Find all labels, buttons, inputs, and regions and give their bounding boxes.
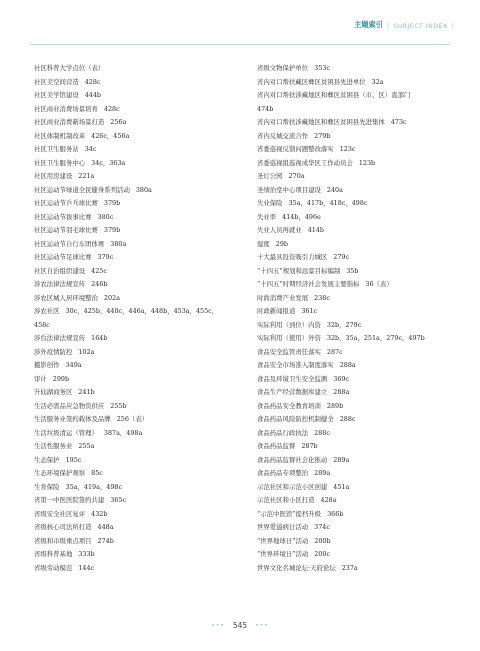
index-entry (34, 76, 234, 90)
index-term: 458c (34, 320, 50, 329)
index-page-ref: 288c (314, 428, 330, 437)
index-term: 失业人员再就业 (257, 226, 302, 234)
footer-dots-right: ••• (255, 621, 269, 629)
index-column-left (34, 62, 234, 575)
index-term: 省级核心司法所打造 (34, 523, 92, 531)
header-separator: | (386, 22, 390, 30)
index-term: 省级安全社区复评 (34, 509, 86, 518)
index-page-ref: 387a，498a (103, 428, 143, 437)
index-page-ref: 123c (339, 145, 356, 153)
index-entry (257, 386, 457, 400)
index-entry (34, 211, 234, 225)
index-page-ref: 32b，35a，251a，279c，497b (326, 334, 425, 342)
index-entry (257, 305, 457, 319)
page-header (354, 0, 458, 30)
index-page-ref: 36（表） (365, 280, 393, 288)
index-term: 圣灯公园 (257, 172, 283, 180)
index-term: 省内对口帮扶藏区彝区贫困县先进单位 (257, 77, 366, 86)
index-term: 社区卫生服务站 (34, 145, 79, 153)
index-entry (34, 359, 234, 373)
index-page-ref: 200c (314, 550, 331, 558)
index-page-ref: 432b (91, 509, 108, 518)
index-page-ref: 246b (91, 280, 108, 288)
index-entry (34, 413, 234, 427)
index-page-ref: 444b (84, 91, 102, 99)
index-term: 生活垃圾清运（管理） (34, 428, 98, 437)
index-entry (257, 494, 457, 508)
index-term: 食品安全监管责任落实 (257, 347, 321, 356)
index-page-ref: 256a (110, 118, 127, 126)
index-entry (257, 400, 457, 414)
index-entry (34, 170, 234, 184)
index-page-ref: 380c (97, 212, 114, 221)
index-page-ref: 374c (314, 523, 330, 531)
index-term: 食品及环境卫生安全监测 (257, 374, 328, 383)
index-page-ref: 32b，279c (326, 320, 362, 329)
index-term: 省级和市级重点项目 (34, 536, 92, 545)
index-page-ref: 299b (52, 374, 70, 383)
index-term: 审计 (34, 374, 47, 383)
index-page-ref: 287b (301, 442, 318, 450)
index-term: 实际利用（到位）内资 (257, 320, 321, 329)
index-page-ref: 202a (103, 293, 120, 302)
index-page-ref: 85c (91, 469, 103, 477)
index-term: 食品药品风险防控机制健全 (257, 415, 334, 423)
index-page-ref: 200b (314, 536, 331, 545)
index-term: “十四五”规划和远景目标编制 (257, 266, 341, 275)
index-page-ref: 30c，425b，440c，446a，448b，453a，455c， (65, 307, 219, 315)
index-term: 社区美空间营造 (34, 77, 79, 86)
index-term: 世界文化名城论坛·天府论坛 (257, 563, 336, 572)
index-term: 湿度 (257, 239, 270, 248)
index-term: 社区运动节羽毛球比赛 (34, 226, 98, 234)
index-term: 世界爱滋病日活动 (257, 523, 309, 531)
index-term: 食品药品专项整治 (257, 469, 309, 477)
index-term: 省内对口帮扶涉藏地区和彝区贫困县先进集体 (257, 118, 385, 126)
index-entry (34, 508, 234, 522)
index-page-ref: 428c (84, 77, 101, 86)
index-term: 失业率 (257, 212, 277, 221)
index-entry (257, 508, 457, 522)
index-term: 省第一中医医院签约共建 (34, 496, 105, 504)
index-entry (34, 400, 234, 414)
index-page-ref: 195c (65, 455, 82, 464)
index-page-ref: 274b (97, 536, 114, 545)
index-entry (34, 89, 234, 103)
index-page-ref: 366b (327, 509, 344, 518)
index-entry (34, 346, 234, 360)
index-page-ref: 353c (314, 64, 330, 72)
index-page-ref: 288a (333, 388, 350, 396)
index-entry (257, 548, 457, 562)
header-subtitle: SUBJECT INDEX (393, 23, 448, 30)
index-entry (257, 427, 457, 441)
index-entry (34, 481, 234, 495)
index-page-ref: 289a (333, 455, 350, 464)
index-term: 食品药品监督 (257, 442, 296, 450)
index-page-ref: 414b (307, 226, 325, 234)
index-page-ref: 35b (346, 266, 359, 275)
index-entry (257, 157, 457, 171)
index-term: “世界地球日”活动 (257, 536, 309, 545)
index-term: 十大最具投资吸引力城区 (257, 253, 328, 261)
index-entry (257, 211, 457, 225)
index-page-ref: 380a (110, 239, 127, 248)
index-entry (34, 494, 234, 508)
index-entry (257, 170, 457, 184)
index-entry (257, 373, 457, 387)
index-term: “世界环境日”活动 (257, 550, 309, 558)
index-term: 食品药品安全教育培训 (257, 401, 321, 410)
index-page-ref: 287c (326, 347, 343, 356)
index-entry (34, 265, 234, 279)
page-footer (0, 618, 480, 632)
index-page-ref: 379c (97, 253, 114, 261)
index-entry (257, 319, 457, 333)
index-page-ref: 349a (65, 361, 82, 369)
index-entry (34, 427, 234, 441)
index-page-ref: 164b (91, 334, 108, 342)
index-term: 社区运动节足球比赛 (34, 253, 92, 261)
index-column-right (257, 62, 457, 575)
index-page-ref: 426c，456a (91, 131, 130, 140)
index-page-ref: 428c (103, 104, 120, 113)
index-term: 圣绩治堂中心项目建设 (257, 185, 321, 194)
index-term: 食品药品行政执法 (257, 428, 309, 437)
index-term: 社区商业消费场景培育 (34, 104, 98, 113)
index-entry (34, 157, 234, 171)
index-term: 省级科普基地 (34, 550, 73, 558)
index-term: 社区科普大学点位（表） (34, 64, 105, 72)
index-term: 涉台法律法规宣传 (34, 334, 86, 342)
index-page-ref: 102a (78, 347, 95, 356)
index-page-ref: 379b (103, 226, 121, 234)
index-term: 社区用房建设 (34, 172, 73, 180)
index-term: 省委巡视组巡视成华区工作动员会 (257, 158, 353, 167)
index-term: 失业保险 (257, 199, 283, 207)
index-entry (34, 386, 234, 400)
index-entry (34, 548, 234, 562)
index-page-ref: 288a (339, 361, 356, 369)
index-entry-continuation (34, 319, 234, 333)
index-term: 474b (257, 104, 274, 113)
index-term: 社区体制机制改革 (34, 131, 86, 140)
index-page-ref: 333b (78, 550, 95, 558)
index-term: 食品药品监督社会化推动 (257, 455, 328, 464)
index-term: 生态保护 (34, 455, 60, 464)
index-entry (257, 535, 457, 549)
index-entry (257, 346, 457, 360)
index-term: 社区卫生服务中心 (34, 158, 86, 167)
index-entry (257, 440, 457, 454)
index-term: 生活必需品应急物资供应 (34, 401, 105, 410)
index-entry (257, 562, 457, 576)
index-page-ref: 240a (326, 185, 343, 194)
index-page-ref: 365c (110, 496, 127, 504)
index-term: 涉农社区 (34, 307, 60, 315)
index-page-ref: 34c，363a (91, 158, 126, 167)
index-page-ref: 451a (333, 482, 350, 491)
index-entry (257, 130, 457, 144)
index-entry (34, 521, 234, 535)
index-entry (257, 184, 457, 198)
index-term: 社区运动节乒乓球比赛 (34, 199, 98, 207)
index-entry (257, 238, 457, 252)
index-term: 社区运动节自行车团体赛 (34, 239, 105, 248)
index-term: 涉农区城人居环境整治 (34, 293, 98, 302)
index-term: 省内对口帮扶涉藏地区和彝区贫困县（市、区）直部门 (257, 91, 411, 99)
index-entry (34, 292, 234, 306)
index-page-ref: 288c (339, 415, 356, 423)
index-entry (34, 143, 234, 157)
index-term: “示范中医馆”提档升级 (257, 509, 322, 518)
index-term: 涉外疫情防控 (34, 347, 73, 356)
index-term: 省内反城交流合作 (257, 131, 309, 140)
index-page-ref: 238c (314, 293, 330, 302)
index-term: 生态环境保护观察 (34, 469, 86, 477)
index-page-ref: 241b (78, 388, 95, 396)
index-entry (34, 103, 234, 117)
index-page-ref: 255a (78, 442, 95, 450)
index-entry (257, 454, 457, 468)
index-entry (257, 197, 457, 211)
index-term: 省委巡视反馈问题整改落实 (257, 145, 334, 153)
index-page-ref: 379b (103, 199, 121, 207)
index-term: 示范社区和示范小区创建 (257, 482, 328, 491)
index-entry (34, 562, 234, 576)
index-entry (34, 62, 234, 76)
index-term: 省级劳动模范 (34, 563, 73, 572)
index-entry (257, 224, 457, 238)
index-term: 生活服务业签约载体及品牌 (34, 415, 111, 423)
index-term: 时尚消费产业发展 (257, 293, 309, 302)
index-term: 食品安全市场准入制度落实 (257, 361, 334, 369)
index-entry (34, 373, 234, 387)
index-entry (257, 278, 457, 292)
index-page-ref: 289b (326, 401, 344, 410)
index-term: 示范社区和小区打造 (257, 496, 315, 504)
index-entry (34, 332, 234, 346)
index-term: 生活性服务业 (34, 442, 73, 450)
index-page-ref: 32a (371, 77, 384, 86)
index-entry (257, 265, 457, 279)
index-term: 时政新闻报道 (257, 307, 296, 315)
index-entry (257, 467, 457, 481)
index-page-ref: 270a (288, 172, 305, 180)
index-term: 食品生产经营数据库建立 (257, 388, 328, 396)
index-entry (257, 62, 457, 76)
index-term: 涉农法律法规宣传 (34, 280, 86, 288)
index-entry (34, 238, 234, 252)
index-page-ref: 35a，419a，498c (65, 482, 123, 491)
index-entry (257, 116, 457, 130)
index-entry (257, 332, 457, 346)
index-page-ref: 361c (301, 307, 318, 315)
index-entry (257, 143, 457, 157)
index-term: “十四五”时期经济社会发展主要指标 (257, 280, 360, 288)
header-end-separator: | (451, 22, 454, 30)
index-page-ref: 289a (314, 469, 331, 477)
index-page-ref: 255b (110, 401, 127, 410)
header-rule (30, 44, 450, 45)
index-entry (34, 305, 234, 319)
index-term: 实际利用（使用）外资 (257, 334, 321, 342)
index-page-ref: 123b (358, 158, 376, 167)
index-entry (34, 535, 234, 549)
index-entry (257, 89, 457, 103)
index-entry (34, 116, 234, 130)
index-page-ref: 221a (78, 172, 95, 180)
index-page-ref: 428a (320, 496, 337, 504)
index-entry (257, 481, 457, 495)
index-page-ref: 256（表） (116, 415, 149, 423)
index-term: 社区运动节绿道全民健身系列活动 (34, 185, 130, 194)
index-term: 摄影创作 (34, 361, 60, 369)
index-page-ref: 380a (135, 185, 152, 194)
footer-dots-left: ••• (211, 621, 225, 629)
index-entry-continuation (257, 103, 457, 117)
index-term: 社区美学馆建设 (34, 91, 79, 99)
index-term: 省级文物保护单位 (257, 64, 309, 72)
index-page-ref: 34c (84, 145, 97, 153)
index-entry (257, 413, 457, 427)
index-entry (257, 251, 457, 265)
index-term: 社区商业消费新场景打造 (34, 118, 105, 126)
index-page-ref: 425c (91, 266, 107, 275)
index-page-ref: 369c (333, 374, 350, 383)
index-page-ref: 414b，496e (282, 212, 321, 221)
index-page-ref: 448a (97, 523, 114, 531)
index-page-ref: 144c (78, 563, 95, 572)
index-entry (34, 278, 234, 292)
page-number: 545 (232, 620, 248, 630)
index-entry (257, 521, 457, 535)
index-page-ref: 279c (333, 253, 350, 261)
index-entry (34, 224, 234, 238)
index-entry (34, 454, 234, 468)
index-term: 社区自治组织建设 (34, 266, 86, 275)
index-entry (34, 197, 234, 211)
index-entry (34, 467, 234, 481)
index-entry (257, 292, 457, 306)
index-entry (34, 130, 234, 144)
index-entry (257, 76, 457, 90)
index-page-ref: 35a，417b，418c，498c (288, 199, 368, 207)
index-page-ref: 279b (314, 131, 331, 140)
index-entry (34, 184, 234, 198)
index-entry (34, 440, 234, 454)
index-entry (257, 359, 457, 373)
index-term: 生育保险 (34, 482, 60, 491)
index-term: 升仙湖商务区 (34, 388, 73, 396)
index-page-ref: 237a (341, 563, 358, 572)
header-title: 主题索引 (354, 20, 383, 29)
index-term: 社区运动节拔事比赛 (34, 212, 92, 221)
index-page-ref: 473c (390, 118, 407, 126)
index-page-ref: 29b (275, 239, 289, 248)
index-entry (34, 251, 234, 265)
